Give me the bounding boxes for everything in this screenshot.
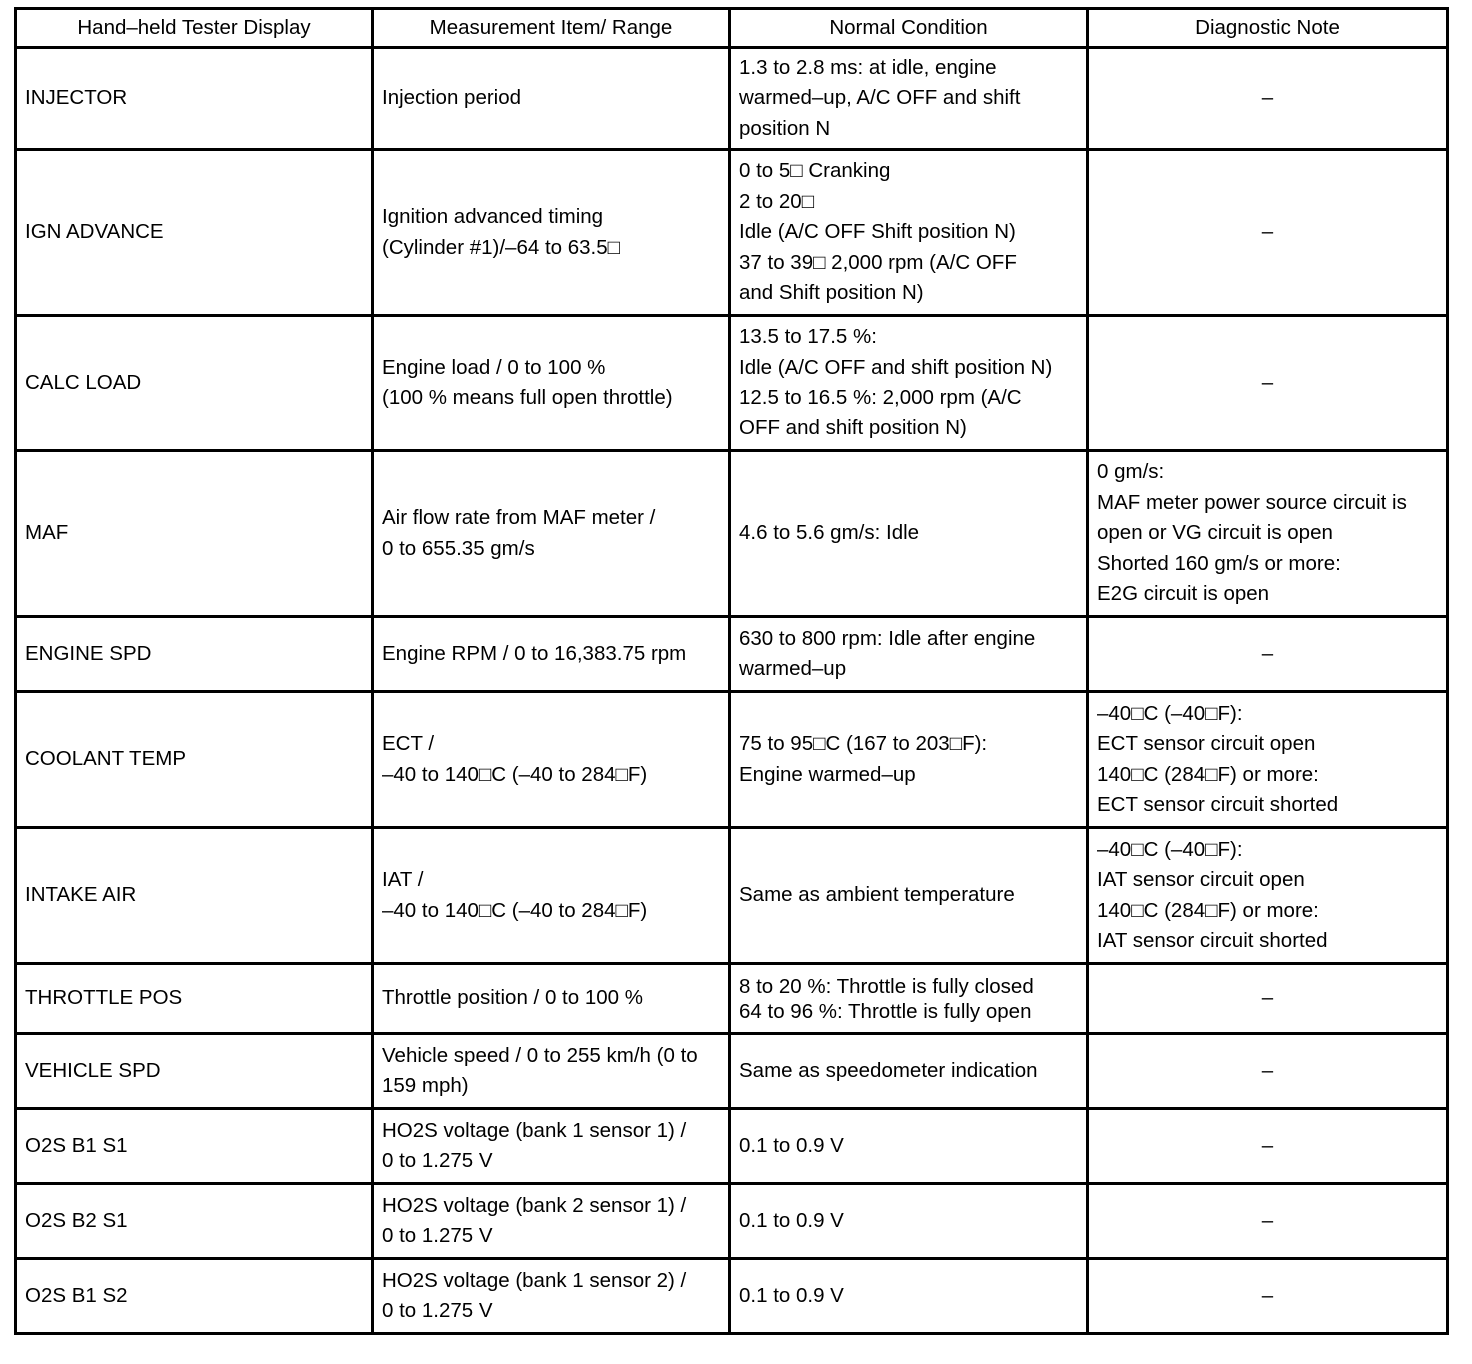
- table-row: [16, 828, 1448, 964]
- cell-display: COOLANT TEMP: [16, 692, 373, 828]
- cell-normal: 4.6 to 5.6 gm/s: Idle: [730, 451, 1088, 617]
- cell-note: –: [1088, 1109, 1448, 1184]
- cell-note: –40□C (–40□F): IAT sensor circuit open 140□C (284□F) or more: IAT sensor circuit shorted: [1088, 828, 1448, 964]
- cell-note: –40□C (–40□F): ECT sensor circuit open 140□C (284□F) or more: ECT sensor circuit shorted: [1088, 692, 1448, 828]
- cell-display: O2S B1 S1: [16, 1109, 373, 1184]
- cell-normal: 0.1 to 0.9 V: [730, 1259, 1088, 1334]
- cell-measurement: Engine RPM / 0 to 16,383.75 rpm: [373, 617, 730, 692]
- table-header-row: [16, 9, 1448, 48]
- header-measurement-item: Measurement Item/ Range: [373, 9, 730, 48]
- cell-normal: 0.1 to 0.9 V: [730, 1109, 1088, 1184]
- cell-measurement: Throttle position / 0 to 100 %: [373, 964, 730, 1034]
- cell-display: INTAKE AIR: [16, 828, 373, 964]
- table-row: [16, 150, 1448, 316]
- cell-normal: 75 to 95□C (167 to 203□F): Engine warmed–up: [730, 692, 1088, 828]
- table-row: [16, 692, 1448, 828]
- cell-measurement: IAT / –40 to 140□C (–40 to 284□F): [373, 828, 730, 964]
- cell-measurement: Injection period: [373, 48, 730, 150]
- cell-note: 0 gm/s: MAF meter power source circuit is open or VG circuit is open Shorted 160 gm/s or more: E2G circuit is open: [1088, 451, 1448, 617]
- cell-measurement: HO2S voltage (bank 1 sensor 2) / 0 to 1.275 V: [373, 1259, 730, 1334]
- table-row: [16, 48, 1448, 150]
- table-row: [16, 1184, 1448, 1259]
- cell-display: INJECTOR: [16, 48, 373, 150]
- cell-display: O2S B2 S1: [16, 1184, 373, 1259]
- cell-note: –: [1088, 617, 1448, 692]
- header-tester-display: Hand–held Tester Display: [16, 9, 373, 48]
- cell-display: ENGINE SPD: [16, 617, 373, 692]
- cell-note: –: [1088, 150, 1448, 316]
- cell-normal: 630 to 800 rpm: Idle after engine warmed–up: [730, 617, 1088, 692]
- cell-note: –: [1088, 316, 1448, 451]
- cell-normal: 1.3 to 2.8 ms: at idle, engine warmed–up, A/C OFF and shift position N: [730, 48, 1088, 150]
- cell-note: –: [1088, 48, 1448, 150]
- table-row: [16, 1034, 1448, 1109]
- table-row: [16, 617, 1448, 692]
- table-row: [16, 316, 1448, 451]
- cell-display: VEHICLE SPD: [16, 1034, 373, 1109]
- data-list-table: [14, 7, 1449, 1335]
- cell-note: –: [1088, 1034, 1448, 1109]
- header-normal-condition: Normal Condition: [730, 9, 1088, 48]
- cell-measurement: HO2S voltage (bank 1 sensor 1) / 0 to 1.275 V: [373, 1109, 730, 1184]
- cell-display: CALC LOAD: [16, 316, 373, 451]
- cell-display: O2S B1 S2: [16, 1259, 373, 1334]
- table-row: [16, 1259, 1448, 1334]
- cell-note: –: [1088, 1184, 1448, 1259]
- cell-normal: Same as speedometer indication: [730, 1034, 1088, 1109]
- table-row: [16, 1109, 1448, 1184]
- table-row: [16, 964, 1448, 1034]
- cell-display: MAF: [16, 451, 373, 617]
- data-list-sheet: [14, 7, 1449, 1335]
- cell-measurement: ECT / –40 to 140□C (–40 to 284□F): [373, 692, 730, 828]
- table-row: [16, 451, 1448, 617]
- cell-measurement: Vehicle speed / 0 to 255 km/h (0 to 159 mph): [373, 1034, 730, 1109]
- cell-measurement: Engine load / 0 to 100 % (100 % means full open throttle): [373, 316, 730, 451]
- cell-normal: 13.5 to 17.5 %: Idle (A/C OFF and shift position N) 12.5 to 16.5 %: 2,000 rpm (A/C OFF and shift position N): [730, 316, 1088, 451]
- cell-note: –: [1088, 1259, 1448, 1334]
- cell-display: IGN ADVANCE: [16, 150, 373, 316]
- header-diagnostic-note: Diagnostic Note: [1088, 9, 1448, 48]
- cell-measurement: Air flow rate from MAF meter / 0 to 655.35 gm/s: [373, 451, 730, 617]
- cell-note: –: [1088, 964, 1448, 1034]
- cell-normal: 8 to 20 %: Throttle is fully closed 64 to 96 %: Throttle is fully open: [730, 964, 1088, 1034]
- cell-display: THROTTLE POS: [16, 964, 373, 1034]
- cell-normal: 0 to 5□ Cranking 2 to 20□ Idle (A/C OFF Shift position N) 37 to 39□ 2,000 rpm (A/C OFF and Shift position N): [730, 150, 1088, 316]
- cell-normal: Same as ambient temperature: [730, 828, 1088, 964]
- cell-measurement: HO2S voltage (bank 2 sensor 1) / 0 to 1.275 V: [373, 1184, 730, 1259]
- cell-measurement: Ignition advanced timing (Cylinder #1)/–64 to 63.5□: [373, 150, 730, 316]
- cell-normal: 0.1 to 0.9 V: [730, 1184, 1088, 1259]
